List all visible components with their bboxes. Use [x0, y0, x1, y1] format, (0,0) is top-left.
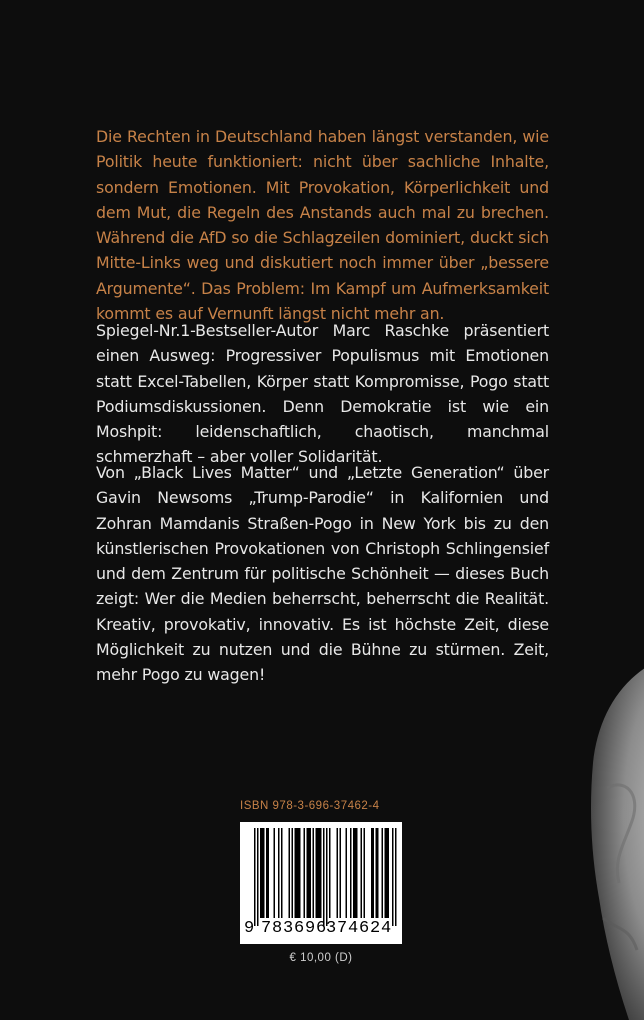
barcode-bar	[364, 828, 366, 918]
barcode-bar	[268, 828, 270, 918]
barcode-bar	[373, 828, 375, 918]
barcode-bar	[361, 828, 363, 918]
isbn-label: ISBN 978-3-696-37462-4	[240, 800, 380, 812]
barcode-bar	[308, 828, 310, 918]
barcode-bar	[260, 828, 262, 918]
barcode-bar	[329, 828, 331, 918]
barcode-bar	[304, 828, 306, 918]
barcode-digits-left: 783696	[261, 919, 328, 938]
barcode-bar	[292, 828, 294, 918]
barcode-bar	[323, 828, 325, 926]
barcode-bar	[376, 828, 378, 918]
barcode-bar	[254, 828, 256, 926]
blurb-paragraph-examples: Von „Black Lives Matter“ und „Letzte Generation“ über Gavin Newsoms „Trump-Parodie“ in Kalifornien und Zohran Mamdanis Straßen-Pogo in New York bis zu den künstlerischen Provokationen von Christoph Schlingensief und dem Zentrum für politische Schönheit — dieses Buch zeigt: Wer die Medien beherrscht, beherrscht die Realität. Kreativ, provokativ, innovativ. Es ist höchste Zeit, diese Möglichkeit zu nutzen und die Bühne zu stürmen. Zeit, mehr Pogo zu wagen!	[96, 463, 549, 685]
barcode-bar	[263, 828, 265, 918]
barcode-bar	[356, 828, 358, 918]
barcode-bar	[395, 828, 397, 926]
barcode-bar	[317, 828, 319, 918]
barcode-bar	[313, 828, 315, 918]
barcode-bar	[346, 828, 348, 918]
barcode-digits-right: 374624	[326, 919, 393, 938]
barcode-bar	[266, 828, 268, 918]
barcode	[240, 822, 402, 944]
barcode-bar	[350, 828, 352, 918]
barcode-bar	[382, 828, 384, 918]
barcode-digits	[240, 918, 402, 940]
barcode-bar	[340, 828, 342, 918]
barcode-bar	[385, 828, 387, 918]
barcode-bar	[337, 828, 339, 918]
barcode-bar	[371, 828, 373, 918]
barcode-bar	[326, 828, 328, 926]
barcode-bar	[320, 828, 322, 918]
barcode-bar	[392, 828, 394, 926]
barcode-bar	[296, 828, 298, 918]
barcode-bar	[281, 828, 283, 918]
barcode-bar	[274, 828, 276, 918]
barcode-bar	[355, 828, 357, 918]
barcode-bar	[319, 828, 321, 918]
barcode-bar	[278, 828, 280, 918]
barcode-digit-first: 9	[244, 919, 256, 938]
barcode-bar	[310, 828, 312, 918]
barcode-bar	[307, 828, 309, 918]
price-label: € 10,00 (D)	[289, 952, 353, 964]
barcode-bar	[262, 828, 264, 918]
barcode-bar	[298, 828, 300, 918]
barcode-bar	[388, 828, 390, 918]
barcode-bar	[289, 828, 291, 918]
blurb-paragraph-author: Spiegel-Nr.1-Bestseller-Autor Marc Raschke präsentiert einen Ausweg: Progressiver Populismus mit Emotionen statt Excel-Tabellen, Körper statt Kompromisse, Pogo statt Podiumsdiskussionen. Denn Demokratie ist wie ein Moshpit: leidenschaftlich, chaotisch, manchmal schmerzhaft – aber voller Solidarität.	[96, 321, 549, 467]
barcode-bar	[377, 828, 379, 918]
blurb-paragraph-intro: Die Rechten in Deutschland haben längst verstanden, wie Politik heute funktioniert: nicht über sachliche Inhalte, sondern Emotionen. Mit Provokation, Körperlichkeit und dem Mut, die Regeln des Anstands auch mal zu brechen. Während die AfD so die Schlagzeilen dominiert, duckt sich Mitte-Links weg und diskutiert noch immer über „bessere Argumente“. Das Problem: Im Kampf um Aufmerksamkeit kommt es auf Vernunft längst nicht mehr an.	[96, 127, 549, 324]
barcode-bar	[386, 828, 388, 918]
barcode-bar	[353, 828, 355, 918]
barcode-bar	[316, 828, 318, 918]
barcode-bar	[257, 828, 259, 926]
barcode-bar	[299, 828, 301, 918]
figure-shoulder-image	[585, 668, 644, 1020]
barcode-bar	[295, 828, 297, 918]
